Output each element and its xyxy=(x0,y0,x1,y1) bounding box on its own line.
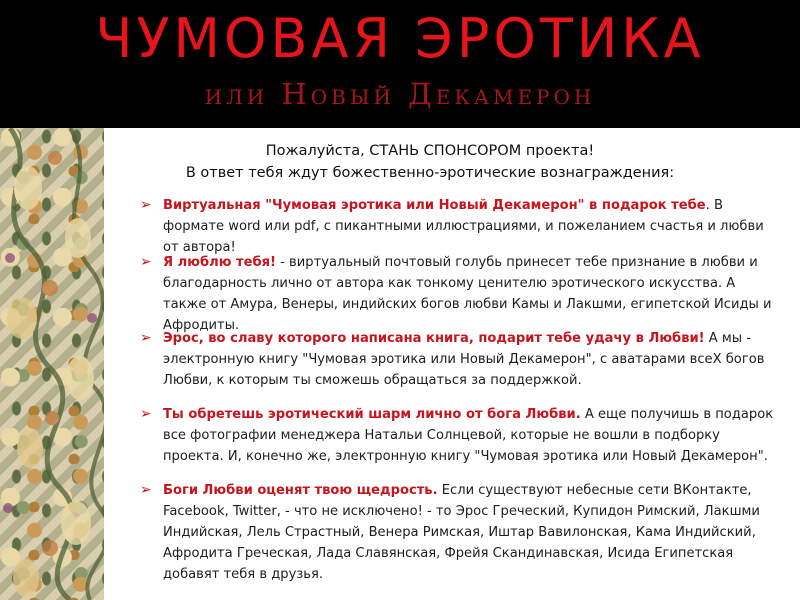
header-banner xyxy=(0,0,800,128)
intro-line-1: Пожалуйста, СТАНЬ СПОНСОРОМ проекта! xyxy=(265,143,595,159)
intro-line-2: В ответ тебя ждут божественно-эротические вознаграждения: xyxy=(185,165,675,181)
item-highlight: Эрос, во славу которого написана книга, подарит тебе удачу в Любви! xyxy=(163,331,705,346)
item-text: . В формате word или pdf, с пикантными иллюстрациями, и пожеланием счастья и любви от автора! xyxy=(163,198,764,255)
intro-block xyxy=(130,140,730,184)
item-text: А еще получишь в подарок все фотографии менеджера Натальи Солнцевой, которые не вошли в подборку проекта. И, конечно же, электронную книгу "Чумовая эротика или Новый Декамерон". xyxy=(163,407,774,464)
list-item xyxy=(140,404,780,467)
item-highlight: Ты обретешь эротический шарм лично от бога Любви. xyxy=(163,407,581,422)
item-highlight: Я люблю тебя! xyxy=(163,255,276,270)
arrowhead-bullet-icon: ➢ xyxy=(140,197,152,213)
floral-pattern-strip xyxy=(0,128,104,600)
item-text: Если существуют небесные сети ВКонтакте, Facebook, Twitter, - что не исключено! - то Эрос Греческий, Купидон Римский, Лакшми Индийская, Лель Страстный, Венера Римская, Иштар Вавилонская, Кама Индийский, Афродита Греческая, Лада Славянская, Фрейя Скандинавская, Исида Египетская добавят тебя в друзья. xyxy=(163,483,760,582)
arrowhead-bullet-icon: ➢ xyxy=(140,482,152,498)
floral-decoration-icon xyxy=(0,128,104,600)
item-text: А мы - электронную книгу "Чумовая эротика или Новый Декамерон", с аватарами всеХ богов Любви, к которым ты сможешь обращаться за поддержкой. xyxy=(163,331,765,388)
list-item xyxy=(140,252,780,336)
page-title: ЧУМОВАЯ ЭРОТИКА xyxy=(95,7,705,70)
list-item xyxy=(140,195,780,258)
list-item xyxy=(140,328,780,391)
page-subtitle: или Новый Декамерон xyxy=(204,77,596,111)
item-highlight: Виртуальная "Чумовая эротика или Новый Декамерон" в подарок тебе xyxy=(163,198,706,213)
item-highlight: Боги Любви оценят твою щедрость. xyxy=(163,483,438,498)
item-text: - виртуальный почтовый голубь принесет тебе признание в любви и благодарность лично от автора как тонкому ценителю эротического искусства. А также от Амура, Венеры, индийских богов любви Камы и Лакшми, египетской Исиды и Афродиты. xyxy=(163,255,772,333)
list-item xyxy=(140,480,780,585)
arrowhead-bullet-icon: ➢ xyxy=(140,406,152,422)
arrowhead-bullet-icon: ➢ xyxy=(140,330,152,346)
arrowhead-bullet-icon: ➢ xyxy=(140,254,152,270)
